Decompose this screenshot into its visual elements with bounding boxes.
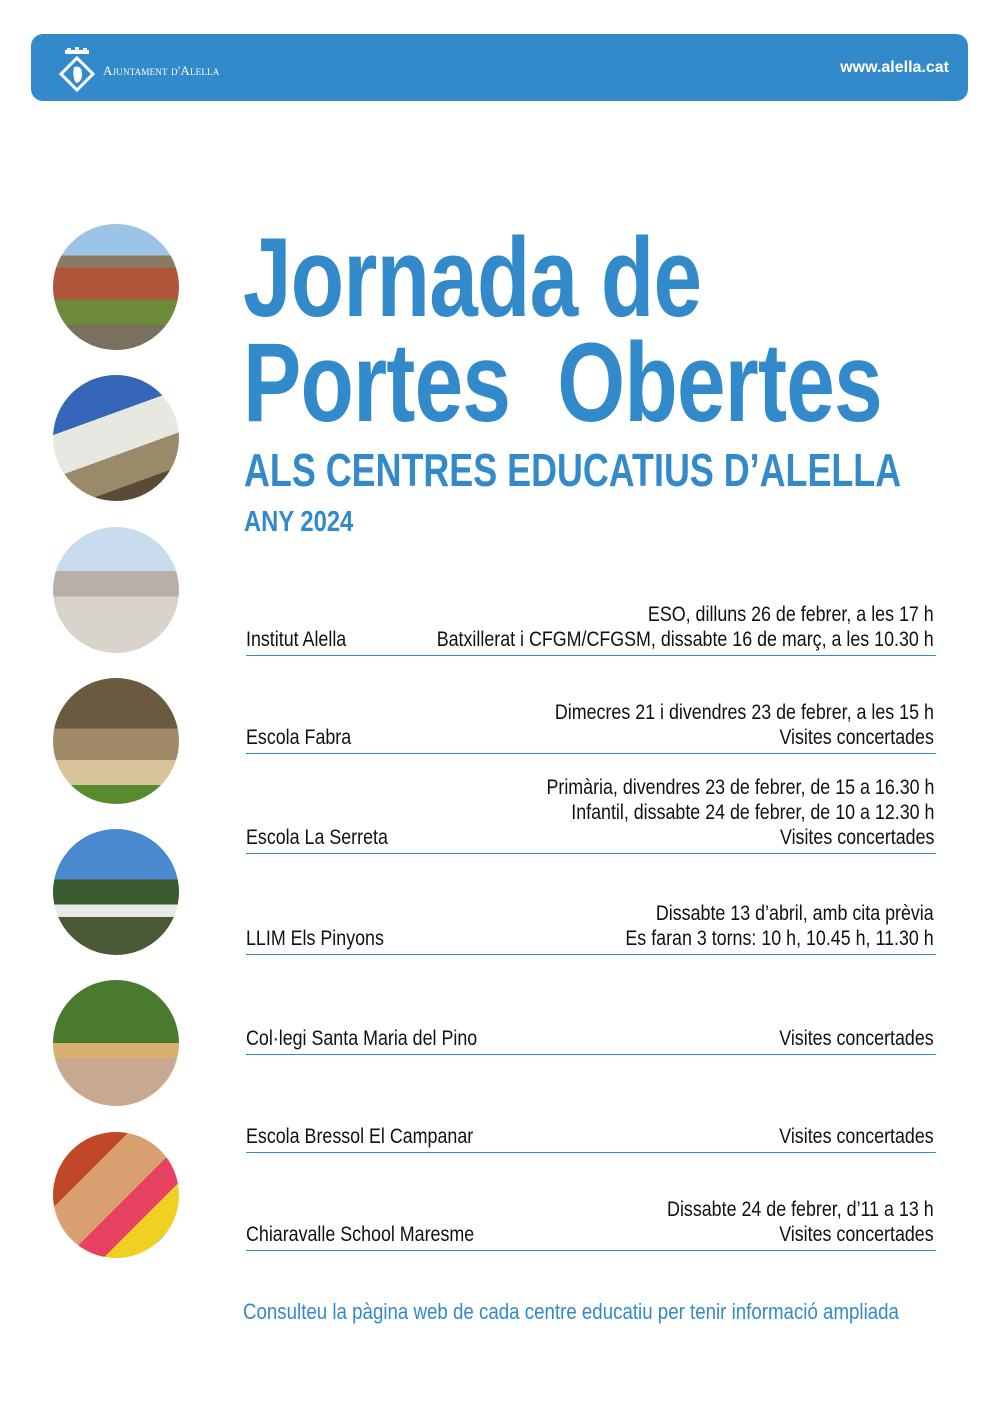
centre-name: Escola La Serreta	[246, 826, 388, 849]
centre-name: LLIM Els Pinyons	[246, 927, 384, 950]
centre-schedule	[571, 901, 934, 951]
schedule-line: Dimecres 21 i divendres 23 de febrer, a les 15 h	[554, 701, 934, 724]
centre-name: Institut Alella	[246, 628, 347, 651]
schedule-line: Batxillerat i CFGM/CFGSM, dissabte 16 de març, a les 10.30 h	[436, 628, 934, 651]
title-line-1: Jornada de	[243, 215, 702, 340]
schedule-line: Primària, divendres 23 de febrer, de 15 a 16.30 h	[546, 776, 934, 799]
centre-schedule	[488, 700, 934, 750]
centre-schedule	[620, 1197, 934, 1247]
centre-schedule	[478, 775, 934, 850]
schedule-line: Visites concertades	[779, 1223, 934, 1246]
website-link[interactable]: www.alella.cat	[840, 59, 949, 76]
centre-schedule	[752, 1026, 934, 1051]
photo-escola-la-serreta	[53, 527, 179, 653]
footer-note: Consulteu la pàgina web de cada centre educatiu per tenir informació ampliada	[243, 1299, 899, 1324]
centre-row	[246, 773, 936, 854]
photo-chiaravalle	[53, 1132, 179, 1258]
centre-row	[246, 874, 936, 955]
centre-name: Chiaravalle School Maresme	[246, 1223, 475, 1246]
schedule-line: Visites concertades	[779, 826, 934, 849]
schedule-line: Es faran 3 torns: 10 h, 10.45 h, 11.30 h	[625, 927, 934, 950]
centre-row	[246, 673, 936, 754]
centre-row	[246, 575, 936, 656]
centre-name: Col·legi Santa Maria del Pino	[246, 1027, 478, 1050]
schedule-line: Dissabte 13 d’abril, amb cita prèvia	[656, 902, 934, 925]
schedule-line: Infantil, dissabte 24 de febrer, de 10 a 12.30 h	[570, 801, 934, 824]
subtitle: ALS CENTRES EDUCATIUS D’ALELLA	[244, 444, 902, 496]
centre-name: Escola Fabra	[246, 726, 352, 749]
schedule-line: Visites concertades	[779, 1125, 934, 1148]
alella-coat-of-arms-icon	[57, 46, 97, 92]
title-line-2: Portes Obertes	[243, 320, 882, 445]
centre-name: Escola Bressol El Campanar	[246, 1125, 474, 1148]
header-bar	[31, 34, 968, 101]
photo-llim-els-pinyons	[53, 678, 179, 804]
schedule-line: Visites concertades	[779, 1027, 934, 1050]
centre-schedule	[349, 602, 934, 652]
centre-row	[246, 1072, 936, 1153]
photo-institut-alella	[53, 224, 179, 350]
schedule-line: ESO, dilluns 26 de febrer, a les 17 h	[648, 603, 934, 626]
brand-name: Ajuntament d'Alella	[103, 63, 220, 78]
centre-row	[246, 1170, 936, 1251]
centre-row	[246, 974, 936, 1055]
schedule-line: Visites concertades	[779, 726, 934, 749]
photo-escola-fabra	[53, 375, 179, 501]
photo-escola-bressol	[53, 980, 179, 1106]
year: ANY 2024	[244, 506, 354, 538]
photo-santa-maria-del-pino	[53, 829, 179, 955]
schedule-line: Dissabte 24 de febrer, d’11 a 13 h	[667, 1198, 934, 1221]
centre-schedule	[752, 1124, 934, 1149]
